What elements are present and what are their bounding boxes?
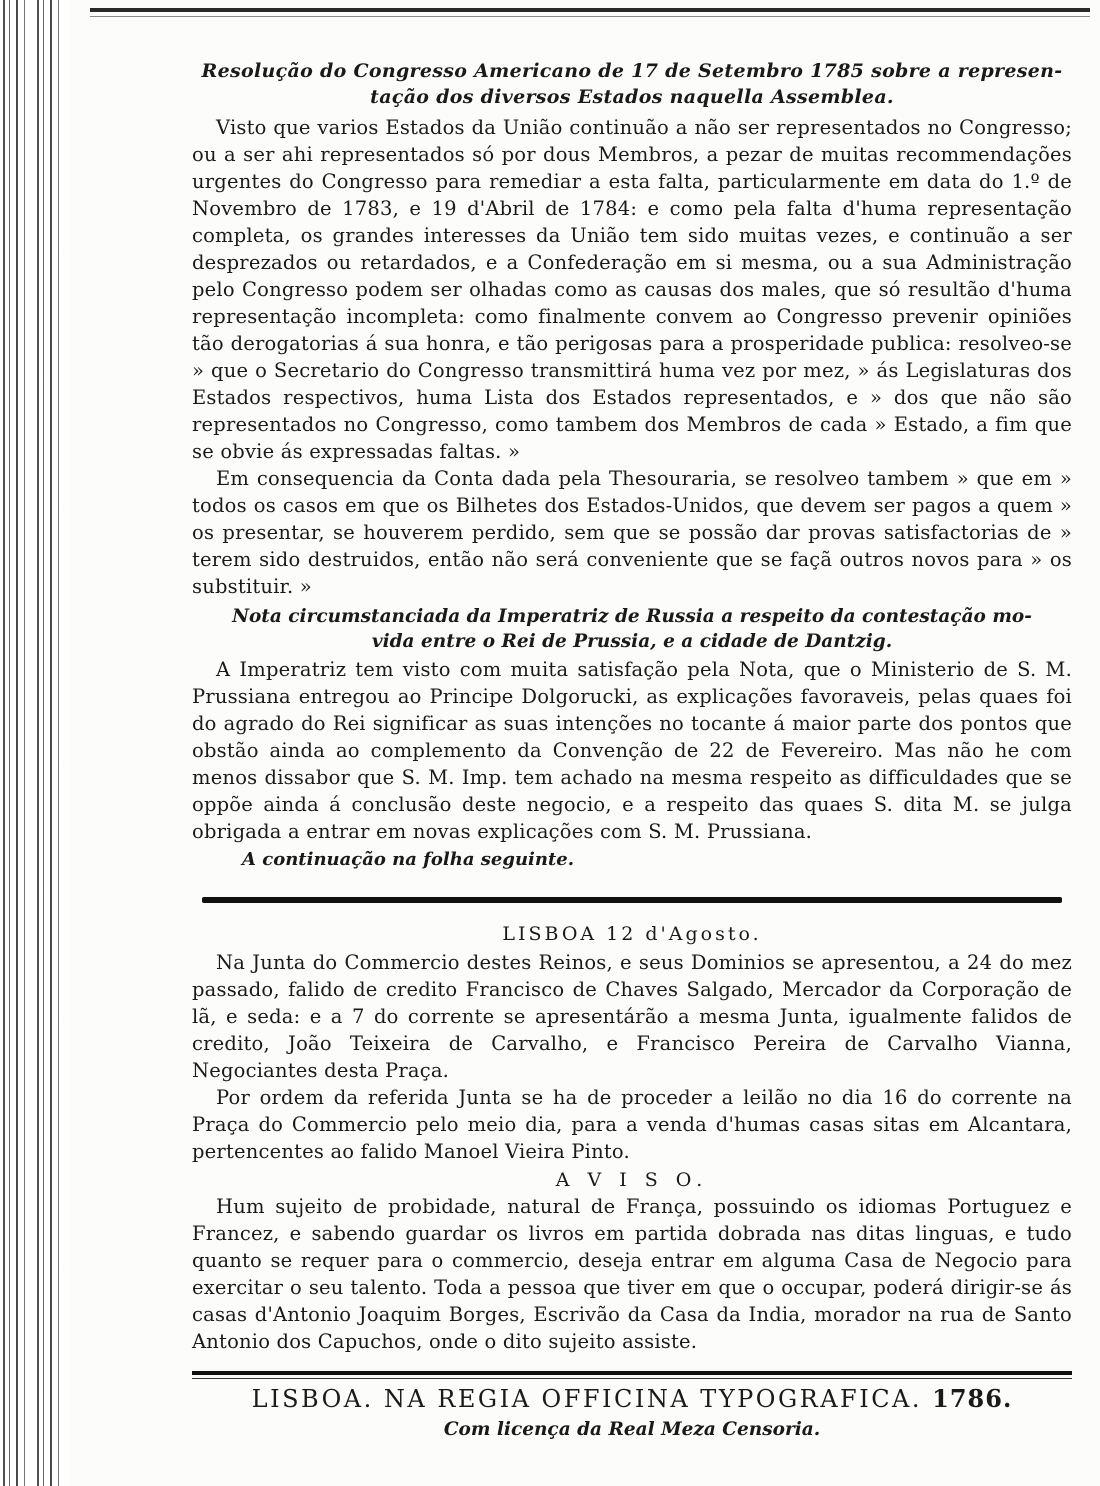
license-line: Com licença da Real Meza Censoria. bbox=[443, 1419, 821, 1440]
title-line: tação dos diversos Estados naquella Assemblea. bbox=[370, 86, 894, 108]
paragraph-leilao: Por ordem da referida Junta se ha de proceder a leilão no dia 16 do corrente na Praça do Commercio pelo meio dia, para a venda d'humas casas sitas em Alcantara, pertencentes ao falido Manoel Vieira Pinto. bbox=[192, 1086, 1072, 1163]
imprint-line bbox=[192, 1383, 1072, 1415]
top-rule-fine bbox=[90, 16, 1090, 17]
title-line: vida entre o Rei de Prussia, e a cidade de Dantzig. bbox=[371, 631, 893, 652]
aviso-heading: A V I S O. bbox=[555, 1169, 709, 1191]
continuation-note: A continuação na folha seguinte. bbox=[242, 849, 575, 870]
title-line: Nota circumstanciada da Imperatriz de Russia a respeito da contestação mo- bbox=[232, 606, 1032, 627]
page-content bbox=[192, 58, 1072, 1443]
paragraph-empress-note: A Imperatriz tem visto com muita satisfação pela Nota, que o Ministerio de S. M. Prussiana entregou ao Principe Dolgorucki, as explicações favoraveis, pelas quaes foi do agrado do Rei significar as suas intenções no tocante á maior parte dos pontos que obstão ainda ao complemento da Convenção de 22 de Fevereiro. Mas não he com menos dissabor que S. M. Imp. tem achado na mesma respeito as difficuldades que se oppõe ainda á conclusão deste negocio, e a respeito das quaes S. dita M. se julga obrigada a entrar em novas explicações com S. M. Prussiana. bbox=[192, 658, 1072, 843]
dateline-lisboa: LISBOA 12 d'Agosto. bbox=[502, 923, 762, 945]
article-title-russia bbox=[192, 604, 1072, 654]
paragraph-treasury: Em consequencia da Conta dada pela Thesouraria, se resolveo tambem » que em » todos os casos em que os Bilhetes dos Estados-Unidos, que devem ser pagos a quem » os presentar, se houverem perdido, sem que se possão dar provas satisfactorias de » terem sido destruidos, então não será conveniente que se façã outros novos para » os substituir. » bbox=[192, 467, 1072, 598]
imprint-text: LISBOA. NA REGIA OFFICINA TYPOGRAFICA. bbox=[251, 1385, 923, 1413]
paragraph-junta-commercio: Na Junta do Commercio destes Reinos, e seus Dominios se apresentou, a 24 do mez passado, falido de credito Francisco de Chaves Salgado, Mercador da Corporação de lã, e seda: e a 7 do corrente se apresentárão a mesma Junta, igualmente falidos de credito, João Teixeira de Carvalho, e Francisco Pereira de Carvalho Vianna, Negociantes desta Praça. bbox=[192, 951, 1072, 1082]
section-divider bbox=[202, 897, 1062, 903]
title-line: Resolução do Congresso Americano de 17 de Setembro 1785 sobre a represen- bbox=[201, 60, 1063, 82]
top-rule bbox=[90, 8, 1090, 12]
paragraph-congress-resolution: Visto que varios Estados da União continuão a não ser representados no Congresso; ou a ser ahi representados só por dous Membros, a pezar de muitas recommendações urgentes do Congresso para remediar a esta falta, particularmente em data do 1.º de Novembro de 1783, e 19 d'Abril de 1784: e como pela falta d'huma representação completa, os grandes interesses da União tem sido muitas vezes, e continuão a ser desprezados ou retardados, e a Confederação em si mesma, ou a sua Administração pelo Congresso podem ser olhadas como as causas dos males, que só resultão d'huma representação incompleta: como finalmente convem ao Congresso prevenir opiniões tão derogatorias á sua honra, e tão perigosas para a prosperidade publica: resolveo-se » que o Secretario do Congresso transmittirá huma vez por mez, » ás Legislaturas dos Estados respectivos, huma Lista dos Estados representados, e » dos que não são representados no Congresso, como tambem dos Membros de cada » Estado, a fim que se obvie ás expressadas faltas. » bbox=[192, 116, 1072, 463]
imprint-rule bbox=[192, 1371, 1072, 1375]
imprint-year: 1786. bbox=[932, 1384, 1013, 1413]
paragraph-aviso: Hum sujeito de probidade, natural de França, possuindo os idiomas Portuguez e Francez, e sabendo guardar os livros em partida dobrada nas ditas linguas, e tudo quanto se requer para o commercio, deseja entrar em alguma Casa de Negocio para exercitar o seu talento. Toda a pessoa que tiver em que o occupar, poderá dirigir-se ás casas d'Antonio Joaquim Borges, Escrivão da Casa da India, morador na rua de Santo Antonio dos Capuchos, onde o dito sujeito assiste. bbox=[192, 1195, 1072, 1353]
article-title-congress bbox=[192, 58, 1072, 110]
binding-shadow bbox=[60, 0, 100, 1486]
imprint-rule-fine bbox=[192, 1378, 1072, 1379]
